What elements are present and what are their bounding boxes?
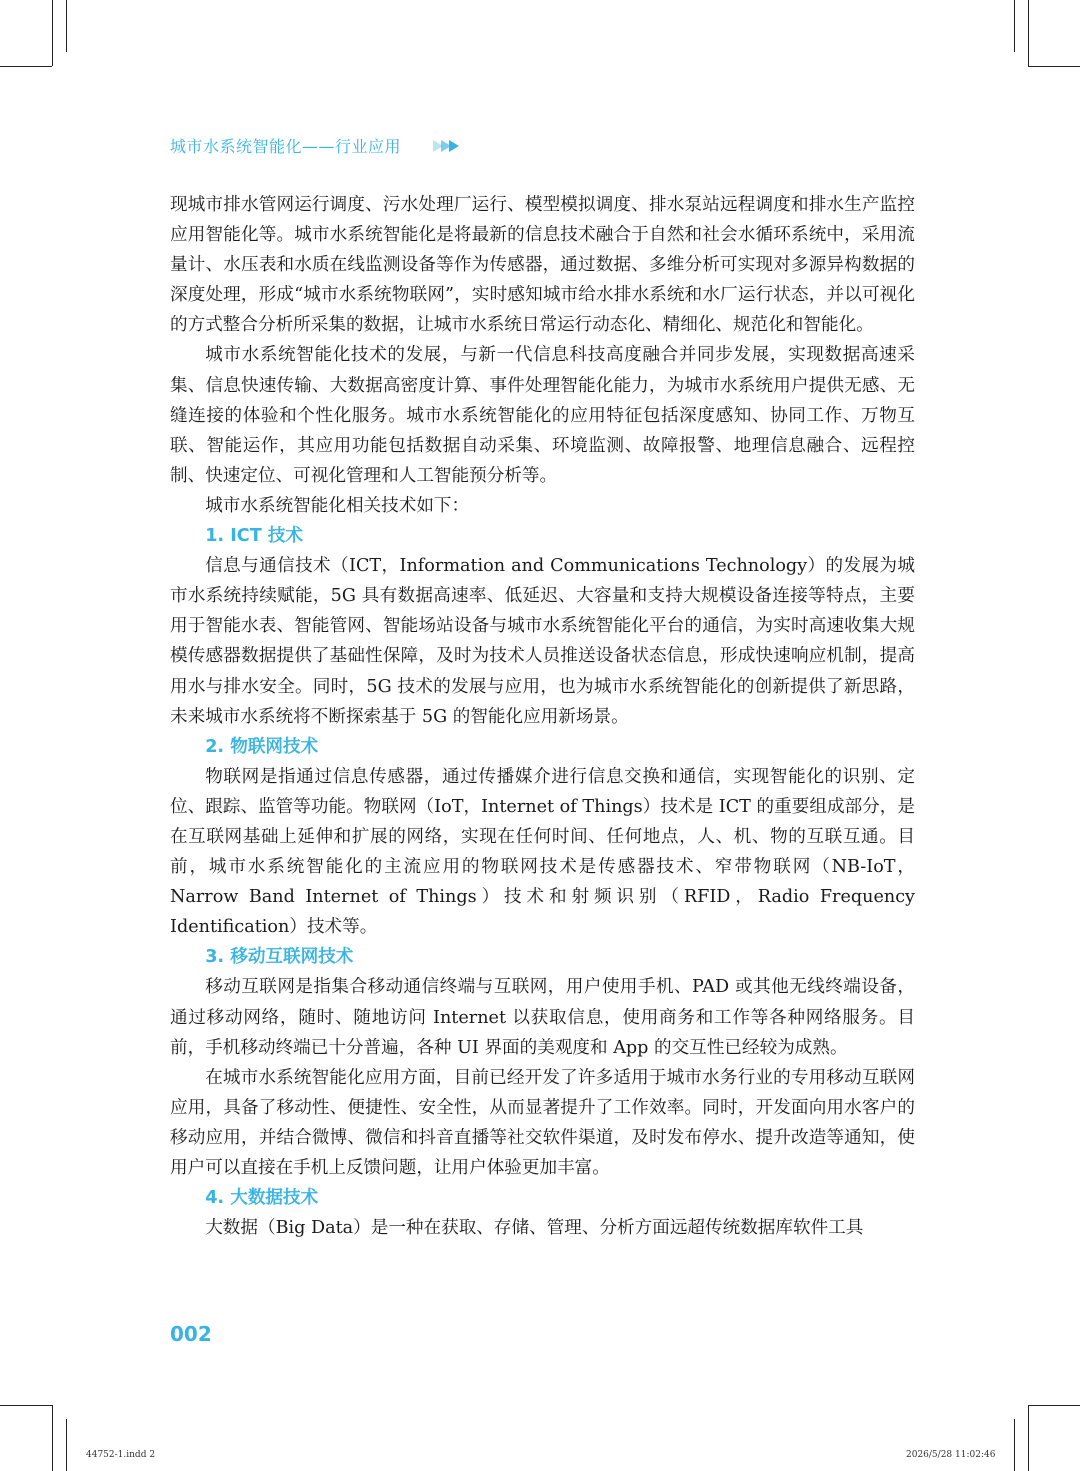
- paragraph: 城市水系统智能化相关技术如下：: [205, 495, 470, 516]
- running-header: [170, 134, 457, 157]
- body-text: [170, 190, 915, 1243]
- crop-mark: [66, 0, 67, 52]
- paragraph: 大数据（Big Data）是一种在获取、存储、管理、分析方面远超传统数据库软件工具: [205, 1218, 864, 1239]
- section-heading-big-data: 4. 大数据技术: [205, 1188, 319, 1209]
- crop-mark: [1028, 1405, 1080, 1406]
- crop-mark: [1014, 0, 1015, 52]
- page-number: 002: [170, 1322, 212, 1346]
- section-heading-mobile-internet: 3. 移动互联网技术: [205, 947, 354, 968]
- crop-mark: [52, 1405, 53, 1471]
- crop-mark: [1028, 66, 1080, 67]
- double-arrow-icon: [433, 140, 457, 152]
- paragraph: 物联网是指通过信息传感器，通过传播媒介进行信息交换和通信，实现智能化的识别、定位、跟踪、监管等功能。物联网（IoT，Internet of Things）技术是 ICT 的重要组成部分，是在互联网基础上延伸和扩展的网络，实现在任何时间、任何地点，人、机、物的互联互通。目前，城市水系统智能化的主流应用的物联网技术是传感器技术、窄带物联网（NB-IoT，Narrow Band Internet of Things）技术和射频识别（RFID，Radio Frequency Identification）技术等。: [170, 766, 915, 938]
- paragraph: 信息与通信技术（ICT，Information and Communications Technology）的发展为城市水系统持续赋能，5G 具有数据高速率、低延迟、大容量和支持大规模设备连接等特点，主要用于智能水表、智能管网、智能场站设备与城市水系统智能化平台的通信，为实时高速收集大规模传感器数据提供了基础性保障，及时为技术人员推送设备状态信息，形成快速响应机制，提高用水与排水安全。同时，5G 技术的发展与应用，也为城市水系统智能化的创新提供了新思路，未来城市水系统将不断探索基于 5G 的智能化应用新场景。: [170, 556, 915, 727]
- crop-mark: [0, 1405, 52, 1406]
- crop-mark: [1028, 1405, 1029, 1471]
- paragraph: 移动互联网是指集合移动通信终端与互联网，用户使用手机、PAD 或其他无线终端设备，通过移动网络，随时、随地访问 Internet 以获取信息，使用商务和工作等各种网络服务。目前，手机移动终端已十分普遍，各种 UI 界面的美观度和 App 的交互性已经较为成熟。: [170, 977, 915, 1058]
- crop-mark: [0, 66, 52, 67]
- slug-timestamp: 2026/5/28 11:02:46: [906, 1450, 996, 1460]
- crop-mark: [66, 1419, 67, 1471]
- section-heading-ict: 1. ICT 技术: [205, 526, 304, 547]
- running-title: 城市水系统智能化——行业应用: [170, 137, 402, 156]
- crop-mark: [1028, 0, 1029, 66]
- paragraph: 现城市排水管网运行调度、污水处理厂运行、模型模拟调度、排水泵站远程调度和排水生产监控应用智能化等。城市水系统智能化是将最新的信息技术融合于自然和社会水循环系统中，采用流量计、水压表和水质在线监测设备等作为传感器，通过数据、多维分析可实现对多源异构数据的深度处理，形成“城市水系统物联网”，实时感知城市给水排水系统和水厂运行状态，并以可视化的方式整合分析所采集的数据，让城市水系统日常运行动态化、精细化、规范化和智能化。: [170, 195, 915, 336]
- slug-filename: 44752-1.indd 2: [86, 1450, 156, 1460]
- crop-mark: [52, 0, 53, 66]
- section-heading-iot: 2. 物联网技术: [205, 736, 319, 757]
- paragraph: 城市水系统智能化技术的发展，与新一代信息科技高度融合并同步发展，实现数据高速采集、信息快速传输、大数据高密度计算、事件处理智能化能力，为城市水系统用户提供无感、无缝连接的体验和个性化服务。城市水系统智能化的应用特征包括深度感知、协同工作、万物互联、智能运作，其应用功能包括数据自动采集、环境监测、故障报警、地理信息融合、远程控制、快速定位、可视化管理和人工智能预分析等。: [170, 345, 915, 486]
- paragraph: 在城市水系统智能化应用方面，目前已经开发了许多适用于城市水务行业的专用移动互联网应用，具备了移动性、便捷性、安全性，从而显著提升了工作效率。同时，开发面向用水客户的移动应用，并结合微博、微信和抖音直播等社交软件渠道，及时发布停水、提升改造等通知，使用户可以直接在手机上反馈问题，让用户体验更加丰富。: [170, 1067, 915, 1178]
- crop-mark: [1014, 1419, 1015, 1471]
